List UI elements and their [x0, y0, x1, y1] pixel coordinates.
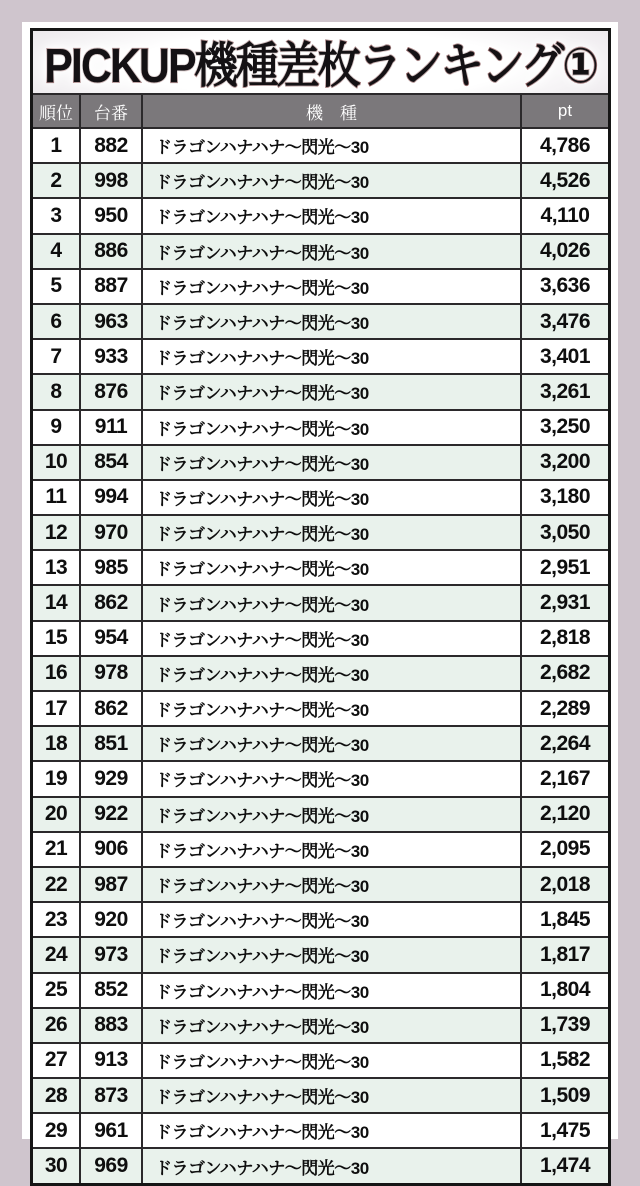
table-row — [33, 197, 608, 232]
rank-cell: 18 — [44, 731, 68, 755]
rank-cell: 26 — [44, 1013, 68, 1037]
rank-cell: 16 — [44, 661, 68, 685]
table-row — [33, 1007, 608, 1042]
model-cell: ドラゴンハナハナ～閃光～30 — [141, 1114, 520, 1147]
table-row — [33, 1077, 608, 1112]
table-row — [33, 514, 608, 549]
model-cell: ドラゴンハナハナ～閃光～30 — [141, 129, 520, 162]
model-cell: ドラゴンハナハナ～閃光～30 — [141, 657, 520, 690]
machine-number-cell: 998 — [79, 164, 141, 197]
rank-cell: 4 — [50, 239, 62, 263]
model-cell: ドラゴンハナハナ～閃光～30 — [141, 305, 520, 338]
pt-cell: 1,817 — [520, 938, 608, 971]
table-row — [33, 725, 608, 760]
pt-cell: 3,200 — [520, 446, 608, 479]
table-row — [33, 129, 608, 162]
table-row — [33, 936, 608, 971]
pt-cell: 1,739 — [520, 1009, 608, 1042]
title-band — [33, 31, 608, 93]
pt-cell: 2,264 — [520, 727, 608, 760]
table-row — [33, 303, 608, 338]
pt-cell: 3,476 — [520, 305, 608, 338]
table-row — [33, 373, 608, 408]
rank-cell: 19 — [44, 766, 68, 790]
pt-cell: 2,931 — [520, 586, 608, 619]
model-cell: ドラゴンハナハナ～閃光～30 — [141, 235, 520, 268]
rank-cell: 7 — [50, 344, 62, 368]
rank-cell: 25 — [44, 978, 68, 1002]
machine-number-cell: 887 — [79, 270, 141, 303]
rank-cell: 28 — [44, 1083, 68, 1107]
machine-number-cell: 911 — [79, 411, 141, 444]
ranking-board — [30, 28, 611, 1186]
machine-number-cell: 876 — [79, 375, 141, 408]
pt-cell: 2,951 — [520, 551, 608, 584]
pt-cell: 3,180 — [520, 481, 608, 514]
pt-cell: 1,474 — [520, 1149, 608, 1182]
machine-number-cell: 950 — [79, 199, 141, 232]
table-row — [33, 268, 608, 303]
model-cell: ドラゴンハナハナ～閃光～30 — [141, 833, 520, 866]
model-cell: ドラゴンハナハナ～閃光～30 — [141, 340, 520, 373]
machine-number-cell: 961 — [79, 1114, 141, 1147]
machine-number-cell: 854 — [79, 446, 141, 479]
table-row — [33, 338, 608, 373]
pt-cell: 2,818 — [520, 622, 608, 655]
table-row — [33, 972, 608, 1007]
table-row — [33, 409, 608, 444]
machine-number-cell: 906 — [79, 833, 141, 866]
model-cell: ドラゴンハナハナ～閃光～30 — [141, 446, 520, 479]
model-cell: ドラゴンハナハナ～閃光～30 — [141, 903, 520, 936]
machine-number-cell: 873 — [79, 1079, 141, 1112]
model-cell: ドラゴンハナハナ～閃光～30 — [141, 692, 520, 725]
rank-cell: 10 — [44, 450, 68, 474]
machine-number-cell: 922 — [79, 798, 141, 831]
pt-cell: 1,845 — [520, 903, 608, 936]
model-cell: ドラゴンハナハナ～閃光～30 — [141, 375, 520, 408]
machine-number-cell: 913 — [79, 1044, 141, 1077]
pt-cell: 2,120 — [520, 798, 608, 831]
rank-cell: 21 — [44, 837, 68, 861]
rank-cell: 5 — [50, 274, 62, 298]
rank-cell: 15 — [44, 626, 68, 650]
rank-cell: 24 — [44, 942, 68, 966]
rank-cell: 29 — [44, 1118, 68, 1142]
table-row — [33, 162, 608, 197]
model-cell: ドラゴンハナハナ～閃光～30 — [141, 516, 520, 549]
header-rank: 順位 — [39, 103, 73, 123]
model-cell: ドラゴンハナハナ～閃光～30 — [141, 1009, 520, 1042]
machine-number-cell: 969 — [79, 1149, 141, 1182]
machine-number-cell: 994 — [79, 481, 141, 514]
rank-cell: 6 — [50, 309, 62, 333]
table-header-row — [33, 93, 608, 129]
rank-cell: 14 — [44, 591, 68, 615]
table-row — [33, 620, 608, 655]
header-machine-number: 台番 — [79, 95, 141, 127]
pt-cell: 4,526 — [520, 164, 608, 197]
rank-cell: 9 — [50, 415, 62, 439]
table-row — [33, 444, 608, 479]
pt-cell: 2,289 — [520, 692, 608, 725]
machine-number-cell: 954 — [79, 622, 141, 655]
model-cell: ドラゴンハナハナ～閃光～30 — [141, 1149, 520, 1182]
machine-number-cell: 862 — [79, 586, 141, 619]
table-row — [33, 901, 608, 936]
pt-cell: 3,401 — [520, 340, 608, 373]
rank-cell: 11 — [45, 485, 67, 509]
rank-cell: 12 — [44, 520, 68, 544]
table-row — [33, 1112, 608, 1147]
table-row — [33, 1042, 608, 1077]
page-title: PICKUP機種差枚ランキング① — [44, 39, 597, 93]
model-cell: ドラゴンハナハナ～閃光～30 — [141, 551, 520, 584]
rank-cell: 30 — [44, 1154, 68, 1178]
pt-cell: 1,582 — [520, 1044, 608, 1077]
model-cell: ドラゴンハナハナ～閃光～30 — [141, 938, 520, 971]
rank-cell: 27 — [44, 1048, 68, 1072]
table-row — [33, 584, 608, 619]
pt-cell: 4,026 — [520, 235, 608, 268]
model-cell: ドラゴンハナハナ～閃光～30 — [141, 1044, 520, 1077]
model-cell: ドラゴンハナハナ～閃光～30 — [141, 164, 520, 197]
header-pt: pt — [520, 95, 608, 127]
machine-number-cell: 886 — [79, 235, 141, 268]
machine-number-cell: 883 — [79, 1009, 141, 1042]
pt-cell: 2,167 — [520, 762, 608, 795]
rank-cell: 2 — [50, 168, 62, 192]
model-cell: ドラゴンハナハナ～閃光～30 — [141, 586, 520, 619]
model-cell: ドラゴンハナハナ～閃光～30 — [141, 270, 520, 303]
rank-cell: 17 — [44, 696, 68, 720]
table-row — [33, 760, 608, 795]
pt-cell: 4,786 — [520, 129, 608, 162]
table-row — [33, 479, 608, 514]
machine-number-cell: 978 — [79, 657, 141, 690]
pt-cell: 3,050 — [520, 516, 608, 549]
rank-cell: 20 — [44, 802, 68, 826]
table-row — [33, 796, 608, 831]
model-cell: ドラゴンハナハナ～閃光～30 — [141, 1079, 520, 1112]
model-cell: ドラゴンハナハナ～閃光～30 — [141, 481, 520, 514]
rank-cell: 23 — [44, 907, 68, 931]
model-cell: ドラゴンハナハナ～閃光～30 — [141, 974, 520, 1007]
rank-cell: 22 — [44, 872, 68, 896]
machine-number-cell: 929 — [79, 762, 141, 795]
table-row — [33, 233, 608, 268]
pt-cell: 3,636 — [520, 270, 608, 303]
machine-number-cell: 973 — [79, 938, 141, 971]
pt-cell: 2,018 — [520, 868, 608, 901]
machine-number-cell: 862 — [79, 692, 141, 725]
model-cell: ドラゴンハナハナ～閃光～30 — [141, 727, 520, 760]
ranking-card — [22, 22, 618, 1178]
pt-cell: 1,509 — [520, 1079, 608, 1112]
model-cell: ドラゴンハナハナ～閃光～30 — [141, 622, 520, 655]
table-row — [33, 831, 608, 866]
table-row — [33, 655, 608, 690]
machine-number-cell: 882 — [79, 129, 141, 162]
rank-cell: 1 — [50, 133, 62, 157]
pt-cell: 2,682 — [520, 657, 608, 690]
pt-cell: 1,804 — [520, 974, 608, 1007]
machine-number-cell: 963 — [79, 305, 141, 338]
machine-number-cell: 985 — [79, 551, 141, 584]
model-cell: ドラゴンハナハナ～閃光～30 — [141, 411, 520, 444]
model-cell: ドラゴンハナハナ～閃光～30 — [141, 199, 520, 232]
machine-number-cell: 852 — [79, 974, 141, 1007]
machine-number-cell: 851 — [79, 727, 141, 760]
machine-number-cell: 987 — [79, 868, 141, 901]
ranking-table-body — [33, 129, 608, 1183]
rank-cell: 13 — [44, 555, 68, 579]
pt-cell: 1,475 — [520, 1114, 608, 1147]
pt-cell: 4,110 — [520, 199, 608, 232]
pt-cell: 3,250 — [520, 411, 608, 444]
table-row — [33, 1147, 608, 1182]
pt-cell: 2,095 — [520, 833, 608, 866]
model-cell: ドラゴンハナハナ～閃光～30 — [141, 762, 520, 795]
table-row — [33, 866, 608, 901]
machine-number-cell: 920 — [79, 903, 141, 936]
header-model: 機 種 — [141, 95, 520, 127]
rank-cell: 3 — [50, 203, 62, 227]
table-row — [33, 690, 608, 725]
rank-cell: 8 — [50, 379, 62, 403]
model-cell: ドラゴンハナハナ～閃光～30 — [141, 798, 520, 831]
pt-cell: 3,261 — [520, 375, 608, 408]
table-row — [33, 549, 608, 584]
model-cell: ドラゴンハナハナ～閃光～30 — [141, 868, 520, 901]
machine-number-cell: 933 — [79, 340, 141, 373]
machine-number-cell: 970 — [79, 516, 141, 549]
